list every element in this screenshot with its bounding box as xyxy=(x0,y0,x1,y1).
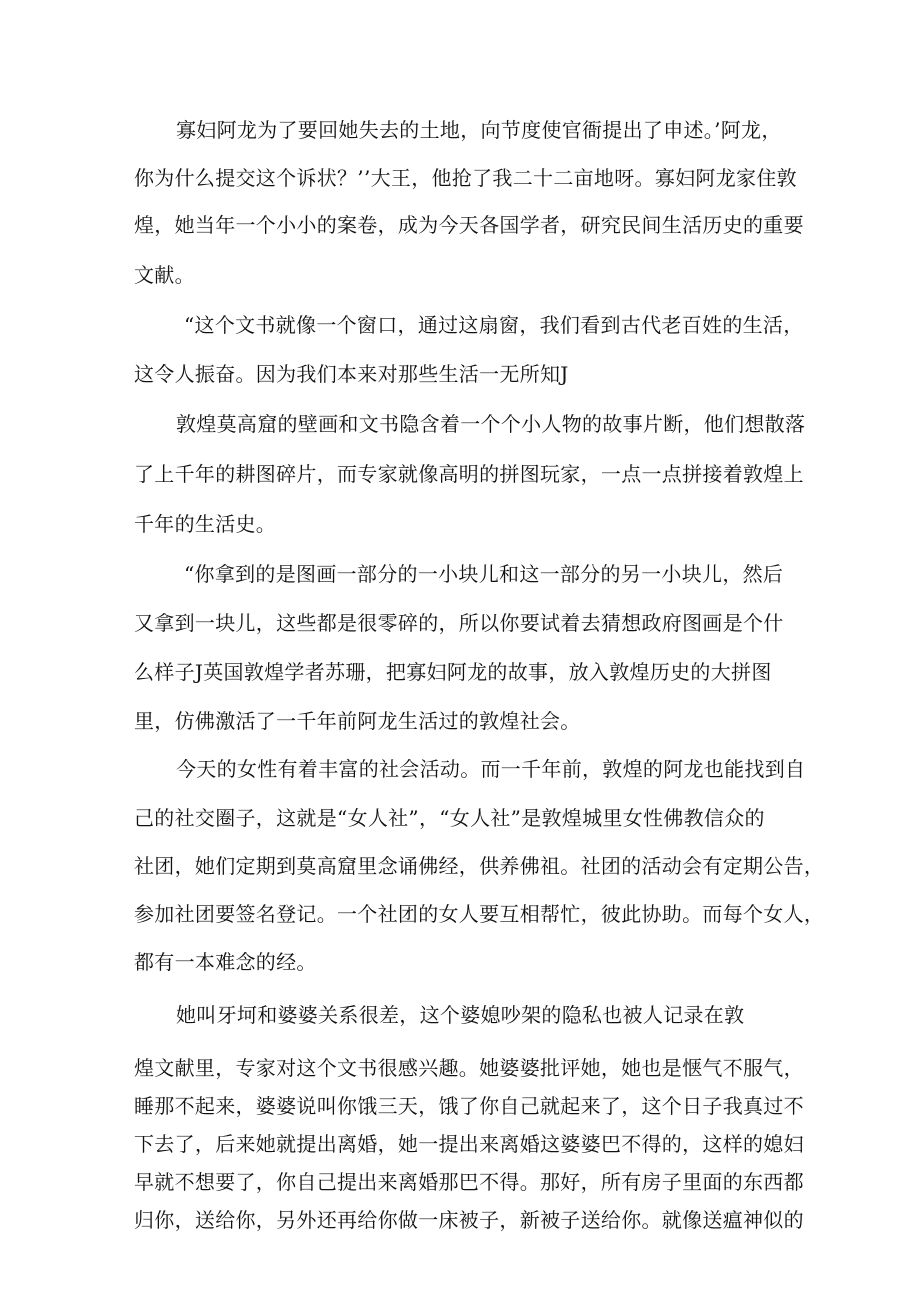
text-line: 参加社团要签名登记。一个社团的女人要互相帮忙，彼此协助。而每个女人， xyxy=(134,902,825,926)
text-line: 早就不想要了，你自己提出来离婚那巴不得。那好，所有房子里面的东西都 xyxy=(134,1170,804,1194)
text-line: 你为什么提交这个诉状？’’大王，他抢了我二十二亩地呀。寡妇阿龙家住敦 xyxy=(134,166,797,190)
text-line: 她叫牙坷和婆婆关系很差，这个婆媳吵架的隐私也被人记录在敦 xyxy=(176,1003,745,1027)
text-line: 了上千年的耕图碎片，而专家就像高明的拼图玩家，一点一点拼接着敦煌上 xyxy=(134,462,804,486)
text-line: 这令人振奋。因为我们本来对那些生活一无所知J xyxy=(134,362,569,386)
text-line: 煌文献里，专家对这个文书很感兴趣。她婆婆批评她，她也是惬气不服气， xyxy=(134,1056,804,1080)
text-line: 己的社交圈子，这就是“女人社”，“女人社”是敦煌城里女性佛教信众的 xyxy=(134,806,765,830)
text-line: 么样子J英国敦煌学者苏珊，把寡妇阿龙的故事，放入敦煌历史的大拼图 xyxy=(134,660,772,684)
text-line: 今天的女性有着丰富的社会活动。而一千年前，敦煌的阿龙也能找到自 xyxy=(176,757,806,781)
text-line: 煌，她当年一个小小的案卷，成为今天各国学者，研究民间生活历史的重要 xyxy=(134,213,804,237)
text-line: 都有一本难念的经。 xyxy=(134,950,317,974)
text-line: “你拿到的是图画一部分的一小块儿和这一部分的另一小块儿，然后 xyxy=(184,562,784,586)
text-line: 归你，送给你，另外还再给你做一床被子，新被子送给你。就像送瘟神似的 xyxy=(134,1208,804,1232)
text-line: 里，仿佛激活了一千年前阿龙生活过的敦煌社会。 xyxy=(134,709,581,733)
text-line: 寡妇阿龙为了要回她失去的土地，向节度使官衙提出了申述。’阿龙， xyxy=(176,118,782,142)
text-line: “这个文书就像一个窗口，通过这扇窗，我们看到古代老百姓的生活， xyxy=(184,313,804,337)
text-line: 千年的生活史。 xyxy=(134,512,277,536)
text-line: 又拿到一块儿，这些都是很零碎的，所以你要试着去猜想政府图画是个什 xyxy=(134,611,784,635)
text-line: 下去了，后来她就提出离婚，她一提出来离婚这婆婆巴不得的，这样的媳妇 xyxy=(134,1132,804,1156)
text-line: 睡那不起来，婆婆说叫你饿三天，饿了你自己就起来了，这个日子我真过不 xyxy=(134,1094,804,1118)
text-line: 社团，她们定期到莫高窟里念诵佛经，供养佛祖。社团的活动会有定期公告， xyxy=(134,854,825,878)
text-line: 敦煌莫高窟的壁画和文书隐含着一个个小人物的故事片断，他们想散落 xyxy=(176,412,806,436)
text-line: 文献。 xyxy=(134,263,195,287)
